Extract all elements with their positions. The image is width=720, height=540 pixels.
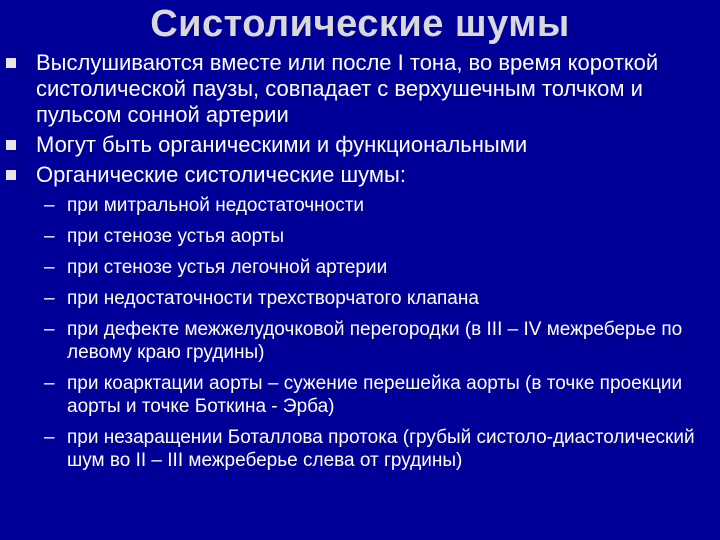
dash-bullet-icon: – (44, 427, 55, 448)
sub-bullet-text: при стенозе устья аорты (67, 226, 285, 247)
bullet-item (0, 162, 701, 188)
sub-bullet-item (0, 287, 697, 310)
sub-bullet-item (0, 426, 697, 472)
sub-bullet-text: при недостаточности трехстворчатого клапана (67, 288, 479, 309)
sub-bullet-text: при митральной недостаточности (67, 195, 365, 216)
slide-content (0, 50, 720, 480)
bullet-text: Выслушиваются вместе или после I тона, во время короткой систолической паузы, совпадает с верхушечным толчком и пульсом сонной артерии (36, 50, 659, 127)
bullet-item (0, 132, 701, 158)
sub-bullet-text: при стенозе устья легочной артерии (67, 257, 388, 278)
sub-bullet-text: при коарктации аорты – сужение перешейка аорты (в точке проекции аорты и точке Боткина - Эрба) (67, 373, 683, 417)
dash-bullet-icon: – (44, 319, 55, 340)
slide-title: Систолические шумы (150, 3, 570, 45)
sub-bullet-item (0, 372, 697, 418)
bullet-item (0, 50, 701, 128)
sub-bullet-item (0, 225, 697, 248)
dash-bullet-icon: – (44, 373, 55, 394)
square-bullet-icon (6, 140, 16, 150)
sub-bullet-text: при дефекте межжелудочковой перегородки (в III – IV межреберье по левому краю грудины) (67, 319, 683, 363)
bullet-text: Органические систолические шумы: (36, 162, 406, 187)
dash-bullet-icon: – (44, 195, 55, 216)
square-bullet-icon (6, 58, 16, 68)
dash-bullet-icon: – (44, 288, 55, 309)
sub-bullet-list (0, 194, 720, 472)
sub-bullet-item (0, 194, 697, 217)
bullet-text: Могут быть органическими и функциональными (36, 132, 528, 157)
square-bullet-icon (6, 170, 16, 180)
dash-bullet-icon: – (44, 226, 55, 247)
sub-bullet-item (0, 318, 697, 364)
sub-bullet-text: при незаращении Боталлова протока (грубый систоло-диастолический шум во II – III межреберье слева от грудины) (67, 427, 695, 471)
sub-bullet-item (0, 256, 697, 279)
dash-bullet-icon: – (44, 257, 55, 278)
